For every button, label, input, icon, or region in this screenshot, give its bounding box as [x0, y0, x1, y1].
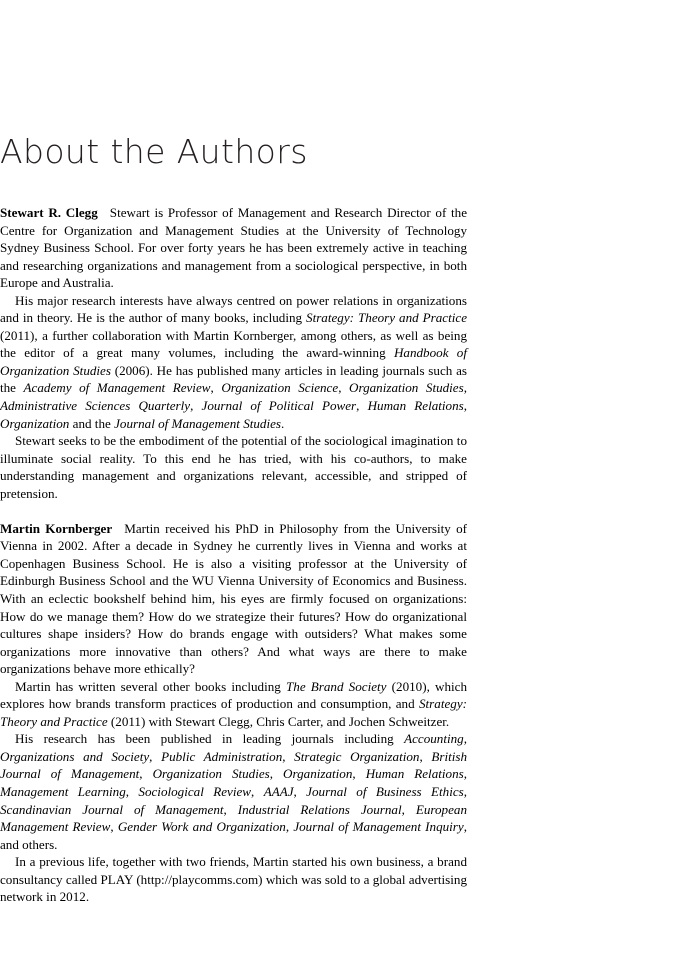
text-run: (2010), which explores how brands transform practices of production and consumption, and	[0, 678, 467, 712]
title-italic: Handbook of Organization Studies	[0, 345, 467, 378]
text-run: ,	[401, 801, 416, 817]
title-italic: Public Administration	[161, 748, 283, 764]
text-run: (2011) with Stewart Clegg, Chris Carter, and Jochen Schweitzer.	[107, 713, 450, 729]
text-run: ,	[463, 380, 467, 396]
title-italic: Journal of Business Ethics	[306, 784, 464, 799]
title-italic: Management Learning	[0, 784, 126, 799]
body-content	[0, 204, 467, 906]
authors-container	[0, 204, 467, 906]
text-run: Stewart is Professor of Management and Research Director of the Centre for Organization and Management Studies at the University of Technology Sydney Business School. For over forty years he has been extremely active in teaching and researching organizations and management from a sociological perspective, in both Europe and Australia.	[0, 205, 468, 291]
title-italic: Organization Studies	[152, 766, 270, 782]
text-run: ,	[352, 766, 366, 782]
page-title: About the Authors	[0, 132, 308, 171]
title-italic: Journal of Management Studies	[114, 415, 282, 431]
title-italic: Gender Work and Organization	[117, 819, 286, 835]
title-italic: European Management Review	[0, 801, 467, 835]
text-run: Stewart seeks to be the embodiment of the potential of the sociological imagination to illuminate social reality. To this end he has tried, with his co-authors, to make understanding management and organizations relevant, accessible, and stripped of pretension.	[0, 433, 467, 501]
text-run: , and others.	[0, 819, 467, 852]
title-italic: Journal of Management Inquiry	[293, 819, 464, 835]
title-italic: Industrial Relations Journal	[237, 801, 402, 817]
title-italic: Human Relations	[365, 766, 464, 782]
title-italic: Journal of Political Power	[201, 398, 357, 414]
title-italic: Strategy: Theory and Practice	[306, 310, 468, 326]
title-italic: Organization Science	[221, 380, 339, 396]
title-italic: Organization	[0, 415, 70, 431]
title-italic: Sociological Review	[138, 784, 252, 799]
author-name-martin-kornberger: Martin Kornberger	[0, 520, 113, 536]
text-run: ,	[125, 784, 139, 799]
text-run: and the	[69, 415, 115, 431]
paragraph-kornberger-p3	[0, 730, 467, 853]
text-run: ,	[285, 819, 294, 835]
text-run: ,	[463, 398, 467, 414]
text-run: ,	[139, 766, 153, 782]
paragraph-clegg-p1	[0, 204, 467, 292]
text-run: ,	[463, 784, 468, 799]
text-run: ,	[338, 380, 349, 396]
title-italic: Academy of Management Review	[23, 380, 211, 396]
paragraph-clegg-p2	[0, 292, 467, 432]
author-name-stewart-clegg: Stewart R. Clegg	[0, 205, 98, 220]
text-run: ,	[210, 380, 222, 396]
text-run: His research has been published in leading journals including	[15, 731, 405, 747]
title-italic: Organization Studies	[349, 380, 464, 396]
text-run: ,	[269, 766, 284, 782]
title-italic: The Brand Society	[286, 678, 387, 694]
text-run: ,	[463, 766, 467, 782]
text-run: ,	[282, 748, 295, 764]
text-run: His major research interests have always centred on power relations in organizations and in theory. He is the author of many books, including	[0, 292, 467, 326]
text-run: ,	[419, 748, 432, 764]
text-run: ,	[293, 784, 307, 799]
paragraph-kornberger-p4	[0, 853, 467, 906]
paragraph-kornberger-p1	[0, 520, 467, 678]
title-italic: British Journal of Management	[0, 748, 468, 782]
title-italic: Scandinavian Journal of Management	[0, 801, 224, 817]
section-gap	[0, 502, 467, 520]
author-section-stewart-clegg	[0, 204, 467, 502]
text-run: Martin received his PhD in Philosophy from the University of Vienna in 2002. After a decade in Sydney he currently lives in Vienna and works at Copenhagen Business School. He is also a visiting professor at the University of Edinburgh Business School and the WU Vienna University of Economics and Business. With an eclectic bookshelf behind him, his eyes are firmly focused on organizations: How do we manage them? How do we strategize their futures? How do organizational cultures shape insiders? How do brands engage with outsiders? What makes some organizations more innovative than others? And what ways are there to make organizations behave more ethically?	[0, 520, 467, 677]
title-italic: Human Relations	[367, 398, 464, 414]
title-italic: Accounting, Organizations and Society	[0, 731, 467, 764]
text-run: In a previous life, together with two friends, Martin started his own business, a brand consultancy called PLAY (http://playcomms.com) which was sold to a global advertising network in 2012.	[0, 854, 467, 905]
text-run: (2006). He has published many articles in leading journals such as the	[0, 362, 467, 396]
paragraph-clegg-p3	[0, 432, 467, 502]
text-run: .	[281, 415, 285, 431]
text-run: ,	[223, 801, 238, 817]
text-run: ,	[190, 398, 202, 414]
title-italic: Strategy: Theory and Practice	[0, 696, 467, 729]
text-run: ,	[110, 819, 118, 835]
title-italic: AAAJ	[263, 784, 294, 799]
title-italic: Organization	[283, 766, 353, 782]
text-run: Martin has written several other books including	[15, 678, 286, 694]
text-run: ,	[356, 398, 368, 414]
title-italic: Strategic Organization	[294, 748, 420, 764]
text-run: (2011), a further collaboration with Martin Kornberger, among others, as well as being the editor of a great many volumes, including the award-winning	[0, 327, 467, 361]
text-run: ,	[149, 748, 162, 764]
text-run: ,	[251, 784, 264, 799]
paragraph-kornberger-p2	[0, 678, 467, 731]
title-italic: Administrative Sciences Quarterly	[0, 398, 191, 414]
author-section-martin-kornberger	[0, 520, 467, 906]
